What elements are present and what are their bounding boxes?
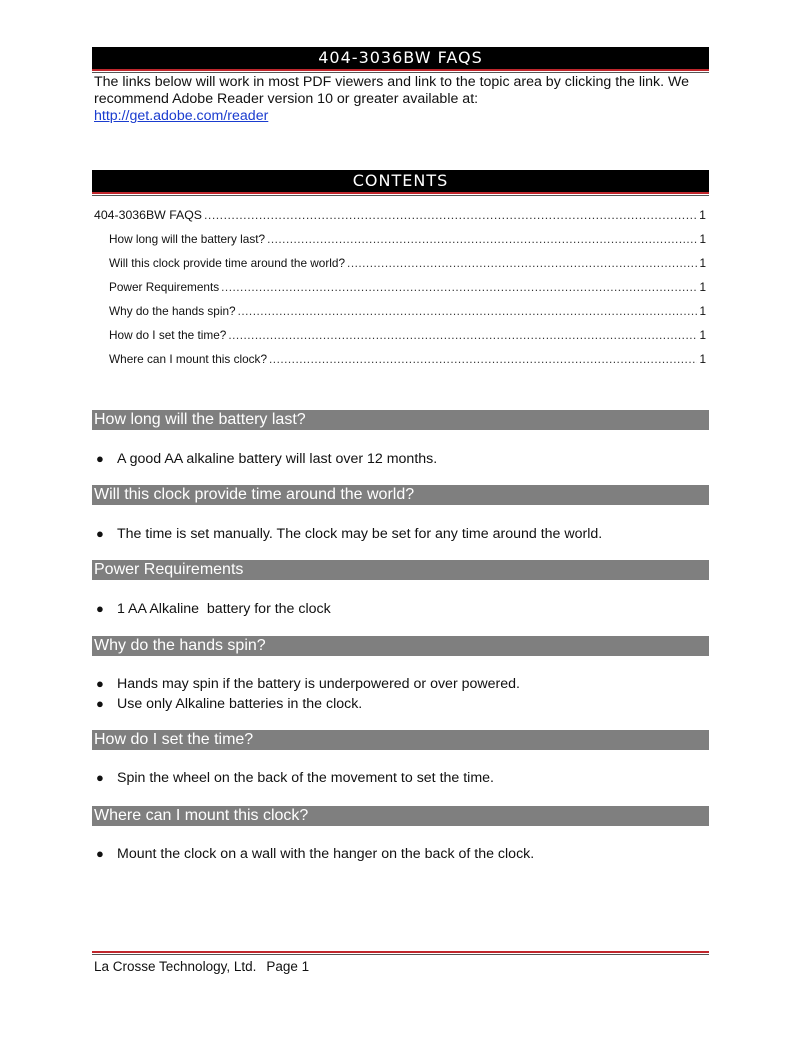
toc-entry[interactable] (94, 304, 706, 328)
footer-company: La Crosse Technology, Ltd. (94, 959, 257, 974)
list-item-text: Use only Alkaline batteries in the clock. (117, 696, 363, 712)
section-heading: Why do the hands spin? (92, 636, 709, 656)
toc-leader (347, 256, 697, 270)
toc-entry-label: Where can I mount this clock? (109, 352, 268, 366)
list-item-text: The time is set manually. The clock may be set for any time around the world. (117, 526, 603, 542)
page-footer (94, 959, 309, 974)
section-heading: Where can I mount this clock? (92, 806, 709, 826)
toc-entry-label: Will this clock provide time around the world? (109, 256, 346, 270)
footer-page-number: Page 1 (266, 959, 310, 974)
title-rule (92, 69, 709, 73)
toc-entry-page: 1 (699, 208, 706, 222)
toc-leader (228, 328, 697, 342)
toc-entry-page: 1 (699, 256, 706, 270)
toc-entry-label: Why do the hands spin? (109, 304, 236, 318)
adobe-reader-link[interactable]: http://get.adobe.com/reader (94, 108, 269, 124)
toc-leader (269, 352, 697, 366)
section-heading: Power Requirements (92, 560, 709, 580)
toc-entry-page: 1 (699, 352, 706, 366)
toc-entry-label: How do I set the time? (109, 328, 227, 342)
toc-entry-page: 1 (699, 304, 706, 318)
list-item: ● 1 AA Alkaline battery for the clock (96, 601, 331, 617)
toc-entry[interactable] (94, 352, 706, 376)
intro-text: The links below will work in most PDF viewers and link to the topic area by clicking the link. We recommend Adobe Reader version 10 or greater available at: (94, 74, 690, 107)
toc-entry-label: Power Requirements (109, 280, 220, 294)
bullet-list (94, 599, 706, 619)
list-item-text: A good AA alkaline battery will last over 12 months. (117, 451, 438, 467)
table-of-contents (94, 208, 706, 376)
contents-rule (92, 192, 709, 196)
intro-paragraph (94, 74, 706, 125)
list-item-text: Mount the clock on a wall with the hanger on the back of the clock. (117, 846, 535, 862)
toc-entry[interactable] (94, 232, 706, 256)
bullet-list (94, 524, 706, 544)
list-item-text: Spin the wheel on the back of the movement to set the time. (117, 770, 494, 786)
contents-title: CONTENTS (92, 170, 709, 192)
footer-rule (92, 951, 709, 955)
toc-entry[interactable] (94, 328, 706, 352)
section-heading: How long will the battery last? (92, 410, 709, 430)
toc-entry-label: How long will the battery last? (109, 232, 266, 246)
bullet-list (94, 449, 706, 469)
bullet-list (94, 844, 706, 864)
page-title: 404-3036BW FAQS (92, 47, 709, 69)
section-heading: How do I set the time? (92, 730, 709, 750)
toc-leader (267, 232, 697, 246)
toc-leader (238, 304, 698, 318)
toc-entry[interactable] (94, 280, 706, 304)
bullet-list (94, 768, 706, 788)
section-heading: Will this clock provide time around the world? (92, 485, 709, 505)
list-item: ● Hands may spin if the battery is underpowered or over powered. (96, 676, 520, 692)
list-item: ● The time is set manually. The clock may be set for any time around the world. (96, 526, 603, 542)
toc-entry-label: 404-3036BW FAQS (94, 208, 202, 222)
toc-entry[interactable] (94, 256, 706, 280)
toc-entry-page: 1 (699, 232, 706, 246)
list-item: ● A good AA alkaline battery will last over 12 months. (96, 451, 438, 467)
list-item-text: 1 AA Alkaline battery for the clock (117, 601, 331, 617)
bullet-list (94, 674, 706, 714)
toc-entry-page: 1 (699, 328, 706, 342)
toc-entry[interactable] (94, 208, 706, 232)
list-item-text: Hands may spin if the battery is underpowered or over powered. (117, 676, 520, 692)
toc-entry-page: 1 (699, 280, 706, 294)
list-item: ● Use only Alkaline batteries in the clock. (96, 696, 363, 712)
list-item: ● Spin the wheel on the back of the movement to set the time. (96, 770, 494, 786)
toc-leader (221, 280, 697, 294)
list-item: ● Mount the clock on a wall with the hanger on the back of the clock. (96, 846, 535, 862)
toc-leader (204, 208, 697, 222)
